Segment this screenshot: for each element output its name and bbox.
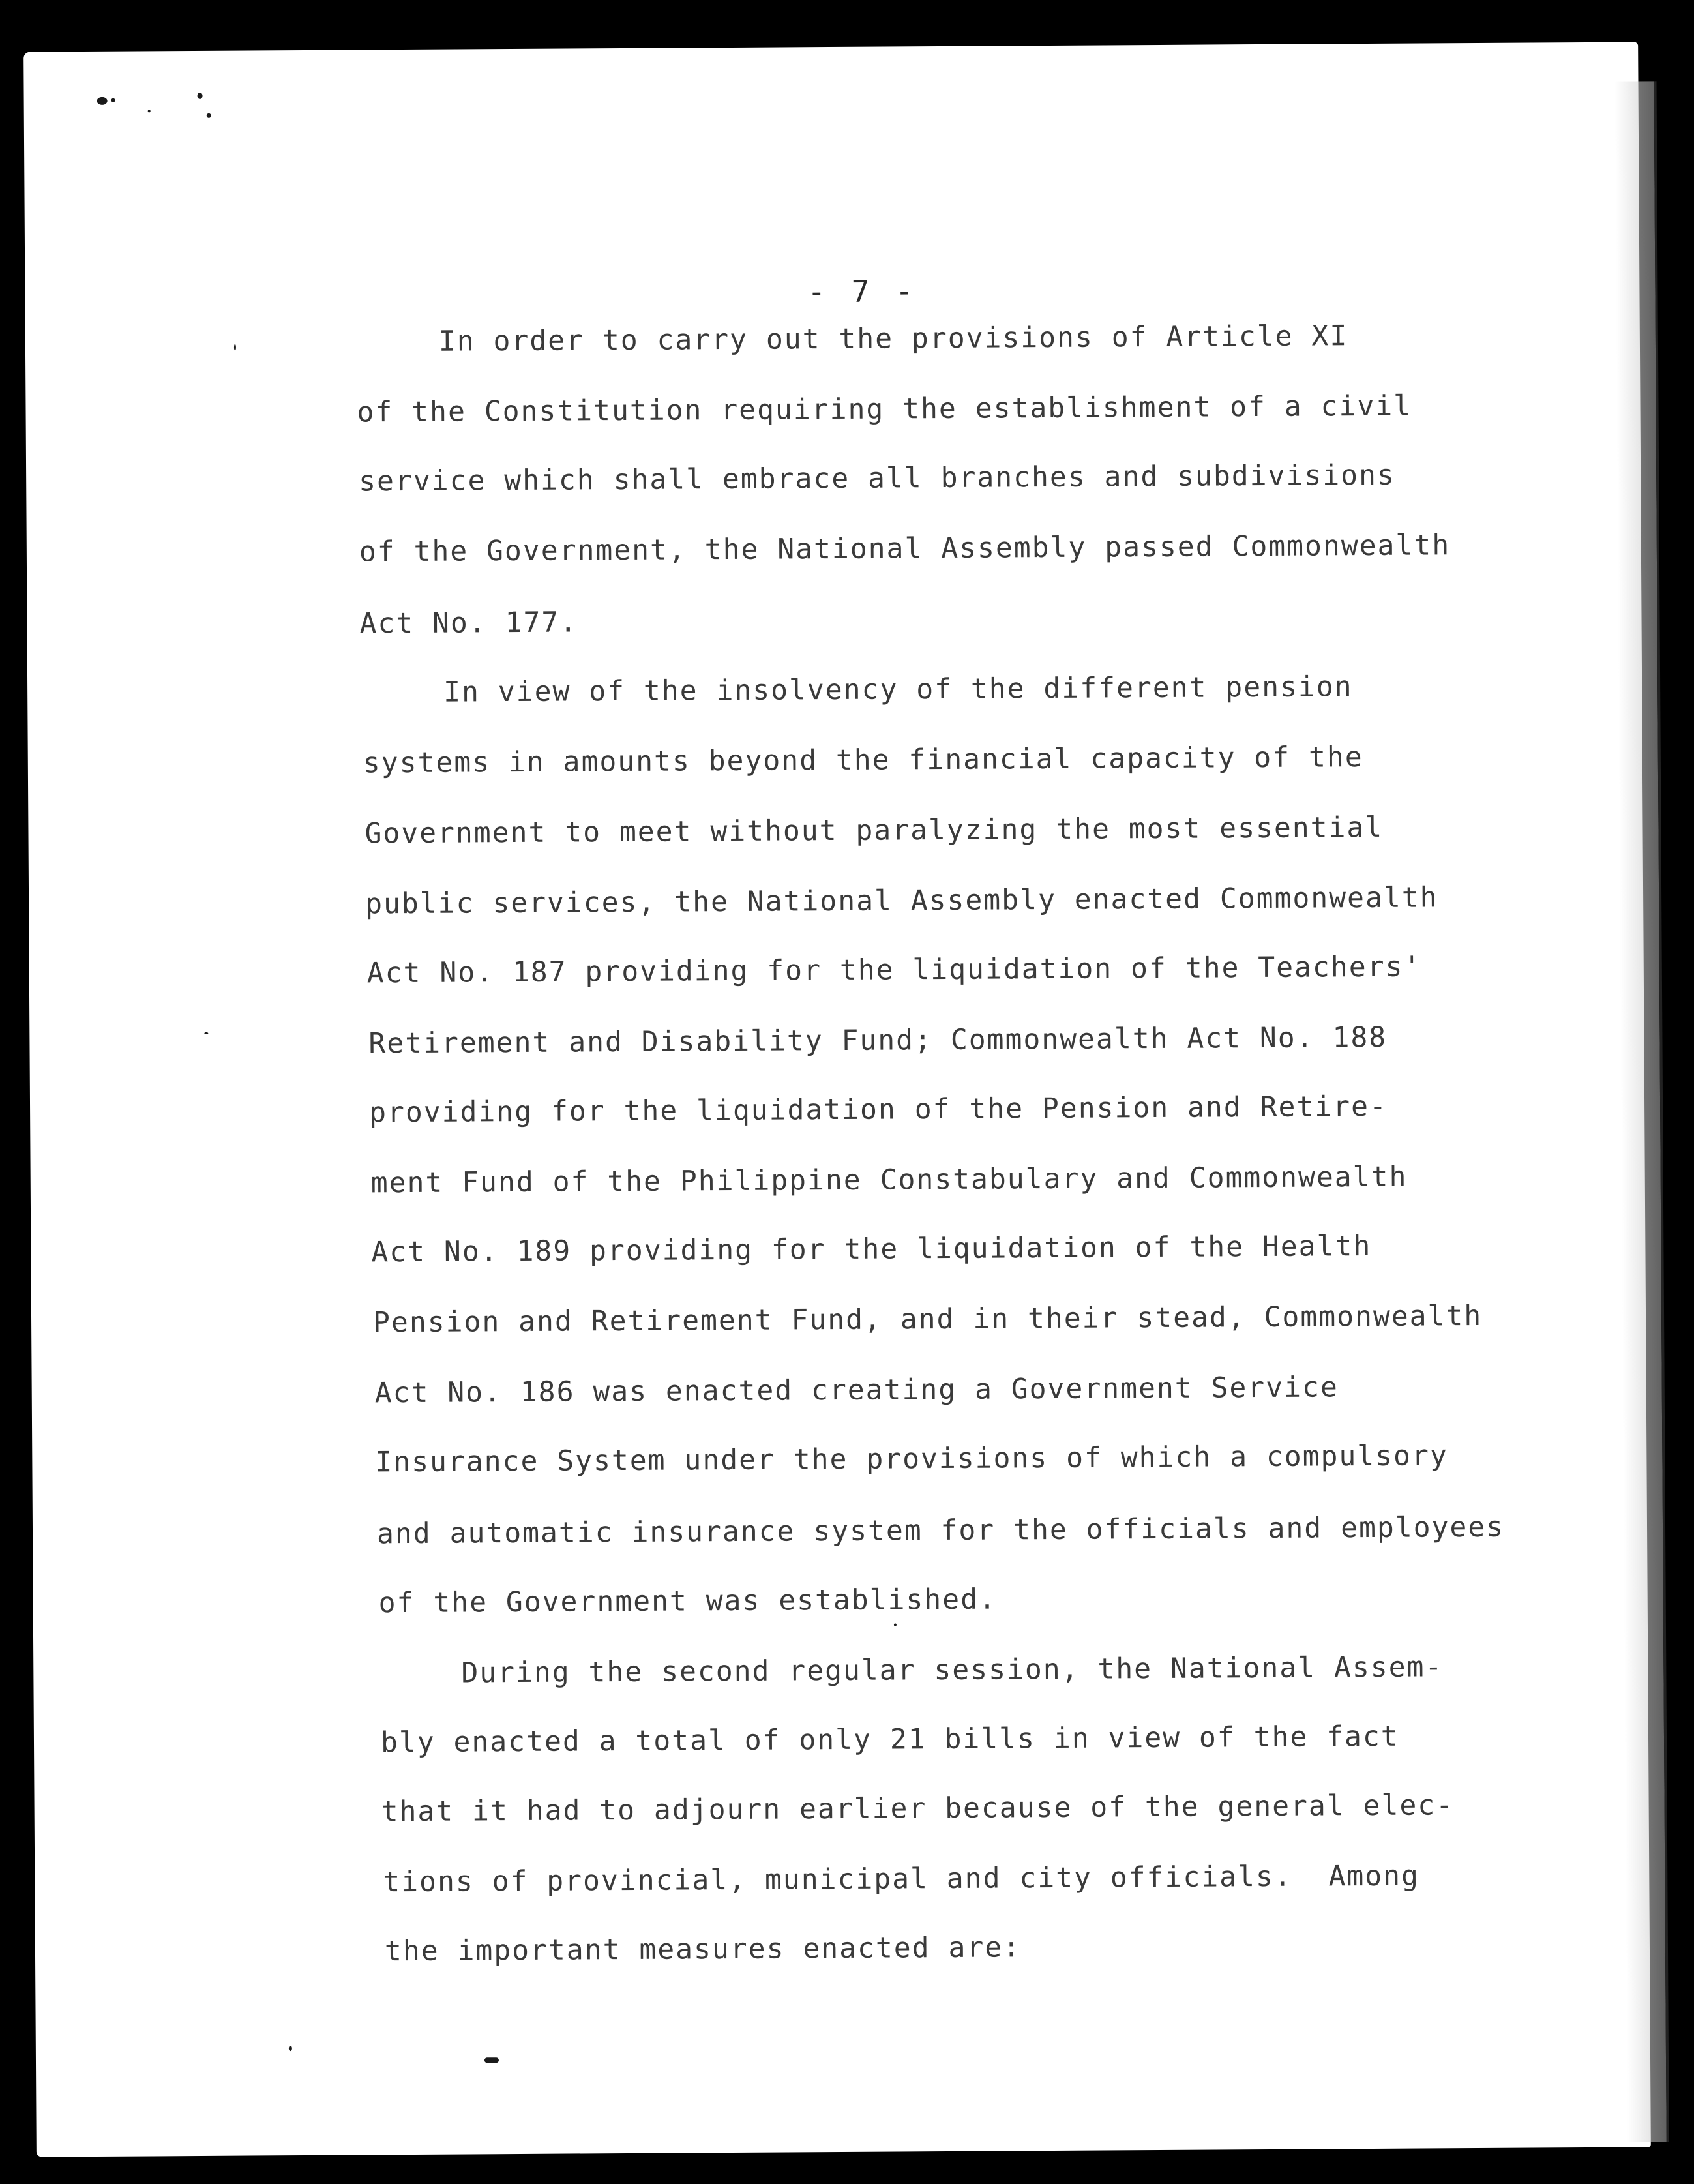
scan-speck — [111, 98, 115, 102]
scan-speck — [204, 1032, 208, 1034]
page-number: - 7 - — [807, 273, 918, 310]
text-line: ment Fund of the Philippine Constabulary and Commonwealth — [370, 1160, 1408, 1200]
scan-speck — [207, 113, 211, 118]
text-line: of the Constitution requiring the establishment of a civil — [357, 389, 1412, 429]
text-line: tions of provincial, municipal and city officials. Among — [383, 1859, 1420, 1899]
text-line: the important measures enacted are: — [384, 1931, 1022, 1968]
scan-speck — [97, 97, 108, 105]
document-page — [23, 42, 1651, 2157]
text-line: and automatic insurance system for the officials and employees — [376, 1510, 1505, 1551]
scan-speck — [234, 344, 236, 351]
scan-speck — [289, 2046, 292, 2051]
scan-speck — [198, 93, 203, 99]
scan-speck — [148, 110, 151, 112]
text-line: of the Government was established. — [378, 1583, 998, 1620]
text-line: bly enacted a total of only 21 bills in view of the fact — [380, 1720, 1399, 1759]
text-line: Insurance System under the provisions of which a compulsory — [375, 1439, 1448, 1479]
scan-speck — [484, 2057, 499, 2063]
text-line: service which shall embrace all branches and subdivisions — [359, 458, 1395, 498]
text-line: Act No. 177. — [359, 606, 578, 640]
text-line: Act No. 189 providing for the liquidation of the Health — [371, 1230, 1372, 1269]
text-line: public services, the National Assembly enacted Commonwealth — [365, 881, 1438, 921]
text-line: Retirement and Disability Fund; Commonwealth Act No. 188 — [368, 1021, 1388, 1060]
text-line: systems in amounts beyond the financial capacity of the — [363, 741, 1363, 780]
text-line: Act No. 187 providing for the liquidation of the Teachers' — [366, 950, 1422, 990]
scan-speck — [894, 1623, 897, 1626]
text-line: Pension and Retirement Fund, and in their stead, Commonwealth — [372, 1299, 1483, 1339]
text-line: In view of the insolvency of the different pension — [443, 670, 1353, 709]
page-edge-shadow — [1614, 81, 1669, 2142]
text-line: In order to carry out the provisions of Article XI — [438, 320, 1348, 358]
text-line: of the Government, the National Assembly passed Commonwealth — [359, 529, 1451, 569]
text-line: During the second regular session, the National Assem- — [461, 1651, 1444, 1690]
text-line: that it had to adjourn earlier because of the general elec- — [381, 1789, 1455, 1829]
text-line: Act No. 186 was enacted creating a Government Service — [374, 1371, 1339, 1410]
text-line: providing for the liquidation of the Pension and Retire- — [368, 1090, 1388, 1129]
text-line: Government to meet without paralyzing the most essential — [364, 811, 1384, 850]
